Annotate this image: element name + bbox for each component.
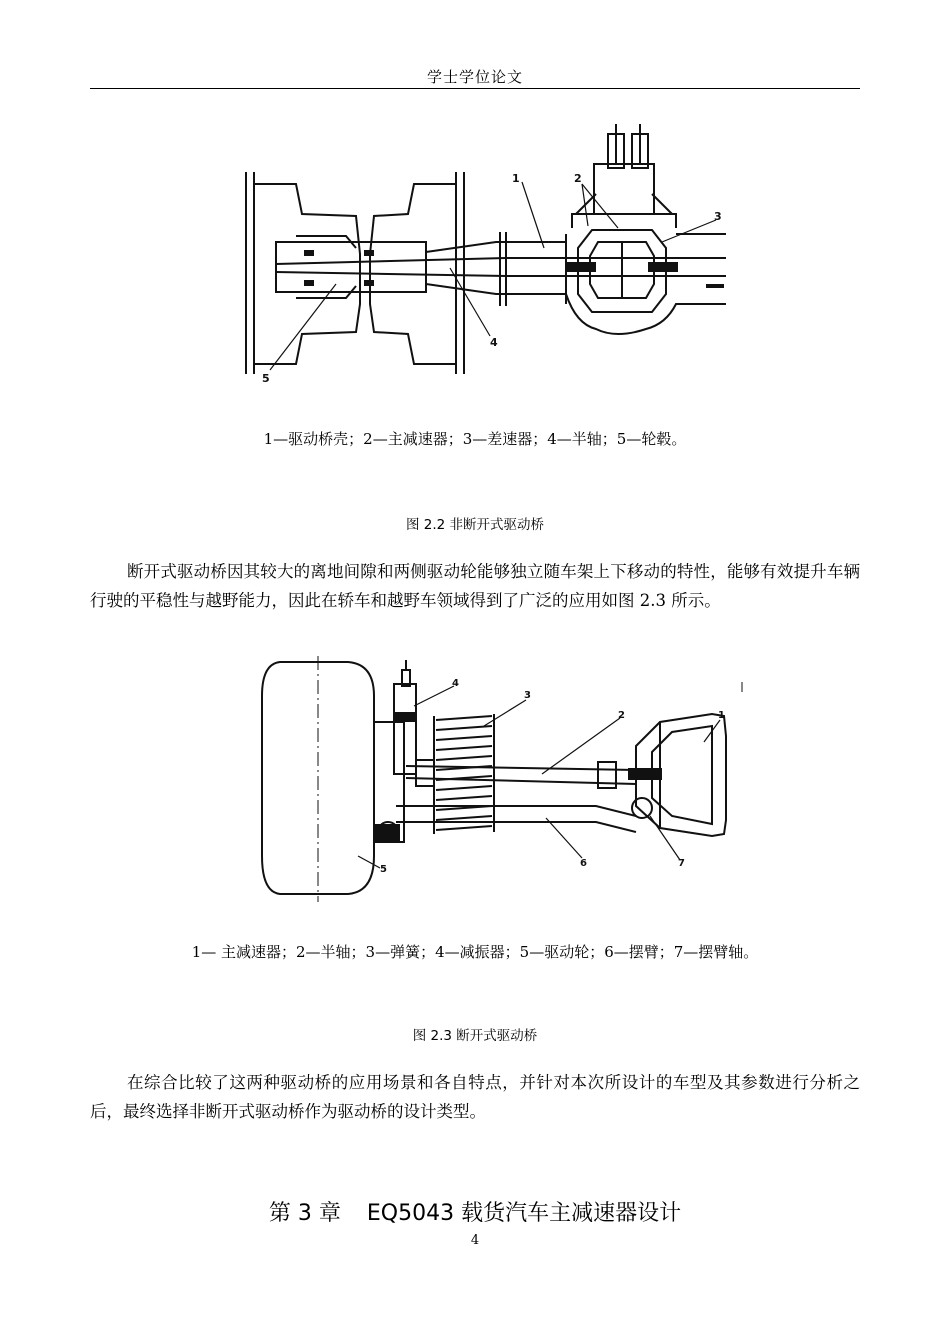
figure2-label-5: 5 bbox=[380, 864, 387, 875]
figure1-title: 图 2.2 非断开式驱动桥 bbox=[405, 517, 545, 533]
page-header: 学士学位论文 bbox=[426, 68, 523, 86]
figure1-label-4: 4 bbox=[490, 336, 498, 349]
figure2-label-3: 3 bbox=[524, 690, 531, 701]
figure1-label-2: 2 bbox=[574, 172, 582, 185]
figure1-label-3: 3 bbox=[714, 210, 722, 223]
figure2-legend: 1— 主减速器；2—半轴；3—弹簧；4—减振器；5—驱动轮；6—摆臂；7—摆臂轴。 bbox=[191, 943, 759, 961]
figure-independent-drive-axle bbox=[256, 656, 750, 902]
figure1-label-1: 1 bbox=[512, 172, 520, 185]
page-number: 4 bbox=[470, 1233, 480, 1248]
figure1-label-5: 5 bbox=[262, 372, 270, 385]
figure-non-independent-drive-axle bbox=[236, 124, 730, 390]
paragraph-independent-axle: 断开式驱动桥因其较大的离地间隙和两侧驱动轮能够独立随车架上下移动的特性，能够有效提升车辆行驶的平稳性与越野能力，因此在轿车和越野车领域得到了广泛的应用如图 2.3 所示。 bbox=[90, 562, 860, 610]
figure2-title: 图 2.3 断开式驱动桥 bbox=[412, 1028, 538, 1044]
figure2-label-1: 1 bbox=[718, 710, 725, 721]
figure2-label-4: 4 bbox=[452, 678, 459, 689]
chapter-title: EQ5043 载货汽车主减速器设计 bbox=[366, 1201, 682, 1226]
chapter-number: 第 3 章 bbox=[268, 1201, 341, 1226]
figure2-label-2: 2 bbox=[618, 710, 625, 721]
figure2-label-7: 7 bbox=[678, 858, 685, 869]
figure1-legend: 1—驱动桥壳；2—主减速器；3—差速器；4—半轴；5—轮毂。 bbox=[263, 430, 687, 448]
chapter-heading bbox=[0, 1196, 950, 1227]
header-rule bbox=[90, 88, 860, 89]
paragraph-selection-conclusion: 在综合比较了这两种驱动桥的应用场景和各自特点，并针对本次所设计的车型及其参数进行分析之后，最终选择非断开式驱动桥作为驱动桥的设计类型。 bbox=[90, 1073, 860, 1121]
figure2-label-6: 6 bbox=[580, 858, 587, 869]
